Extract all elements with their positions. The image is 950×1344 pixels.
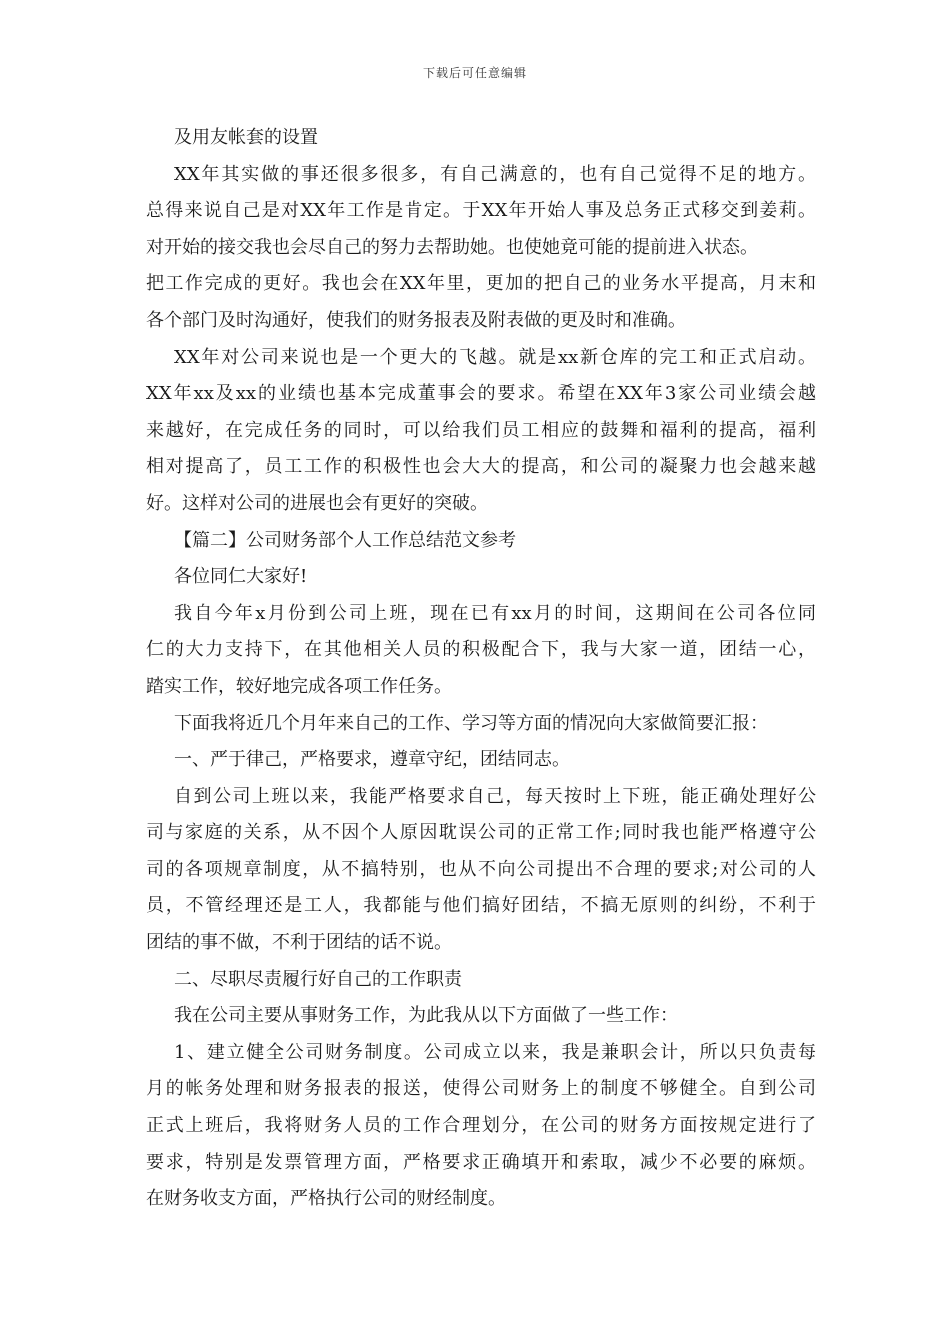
page-header: 下载后可任意编辑	[422, 66, 527, 80]
text-line: 对开始的接交我也会尽自己的努力去帮助她。也使她竟可能的提前进入状态。	[146, 236, 758, 258]
text-line: 各位同仁大家好!	[174, 566, 308, 588]
text-line: 员，不管经理还是工人，我都能与他们搞好团结，不搞无原则的纠纷，不利于	[146, 895, 816, 917]
text-line: 把工作完成的更好。我也会在XX年里，更加的把自己的业务水平提高，月末和	[146, 273, 816, 295]
text-line: 踏实工作，较好地完成各项工作任务。	[146, 675, 452, 697]
text-line: 我在公司主要从事财务工作，为此我从以下方面做了一些工作：	[174, 1005, 678, 1027]
text-line: 一、严于律己，严格要求，遵章守纪，团结同志。	[174, 749, 570, 771]
text-line: XX年对公司来说也是一个更大的飞越。就是xx新仓库的完工和正式启动。	[174, 346, 816, 368]
text-line: 在财务收支方面，严格执行公司的财经制度。	[146, 1188, 506, 1210]
text-line: 相对提高了，员工工作的积极性也会大大的提高，和公司的凝聚力也会越来越	[146, 456, 816, 478]
text-line: 下面我将近几个月年来自己的工作、学习等方面的情况向大家做简要汇报：	[174, 712, 768, 734]
text-line: 二、尽职尽责履行好自己的工作职责	[174, 968, 462, 990]
text-line: 及用友帐套的设置	[174, 127, 318, 148]
text-line: XX年其实做的事还很多很多，有自己满意的，也有自己觉得不足的地方。	[174, 163, 816, 185]
text-line: 总得来说自己是对XX年工作是肯定。于XX年开始人事及总务正式移交到姜莉。	[146, 200, 816, 222]
text-line: 来越好，在完成任务的同时，可以给我们员工相应的鼓舞和福利的提高，福利	[146, 419, 816, 441]
text-line: 月的帐务处理和财务报表的报送，使得公司财务上的制度不够健全。自到公司	[146, 1078, 816, 1100]
text-line: 【篇二】公司财务部个人工作总结范文参考	[174, 529, 516, 551]
text-line: 好。这样对公司的进展也会有更好的突破。	[146, 492, 488, 514]
text-line: 正式上班后，我将财务人员的工作合理划分，在公司的财务方面按规定进行了	[146, 1115, 816, 1137]
text-line: 要求，特别是发票管理方面，严格要求正确填开和索取，减少不必要的麻烦。	[146, 1151, 816, 1173]
text-line: 1、建立健全公司财务制度。公司成立以来，我是兼职会计，所以只负责每	[174, 1041, 816, 1063]
text-line: XX年xx及xx的业绩也基本完成董事会的要求。希望在XX年3家公司业绩会越	[146, 383, 816, 405]
text-line: 团结的事不做，不利于团结的话不说。	[146, 932, 452, 954]
text-line: 自到公司上班以来，我能严格要求自己，每天按时上下班，能正确处理好公	[174, 785, 816, 807]
document-body	[146, 120, 816, 1218]
text-line: 各个部门及时沟通好，使我们的财务报表及附表做的更及时和准确。	[146, 309, 686, 331]
text-line: 司的各项规章制度，从不搞特别，也从不向公司提出不合理的要求;对公司的人	[146, 858, 816, 880]
text-line: 我自今年x月份到公司上班，现在已有xx月的时间，这期间在公司各位同	[174, 602, 816, 624]
text-line: 司与家庭的关系，从不因个人原因耽误公司的正常工作;同时我也能严格遵守公	[146, 822, 816, 844]
text-line: 仁的大力支持下，在其他相关人员的积极配合下，我与大家一道，团结一心，	[146, 639, 816, 661]
